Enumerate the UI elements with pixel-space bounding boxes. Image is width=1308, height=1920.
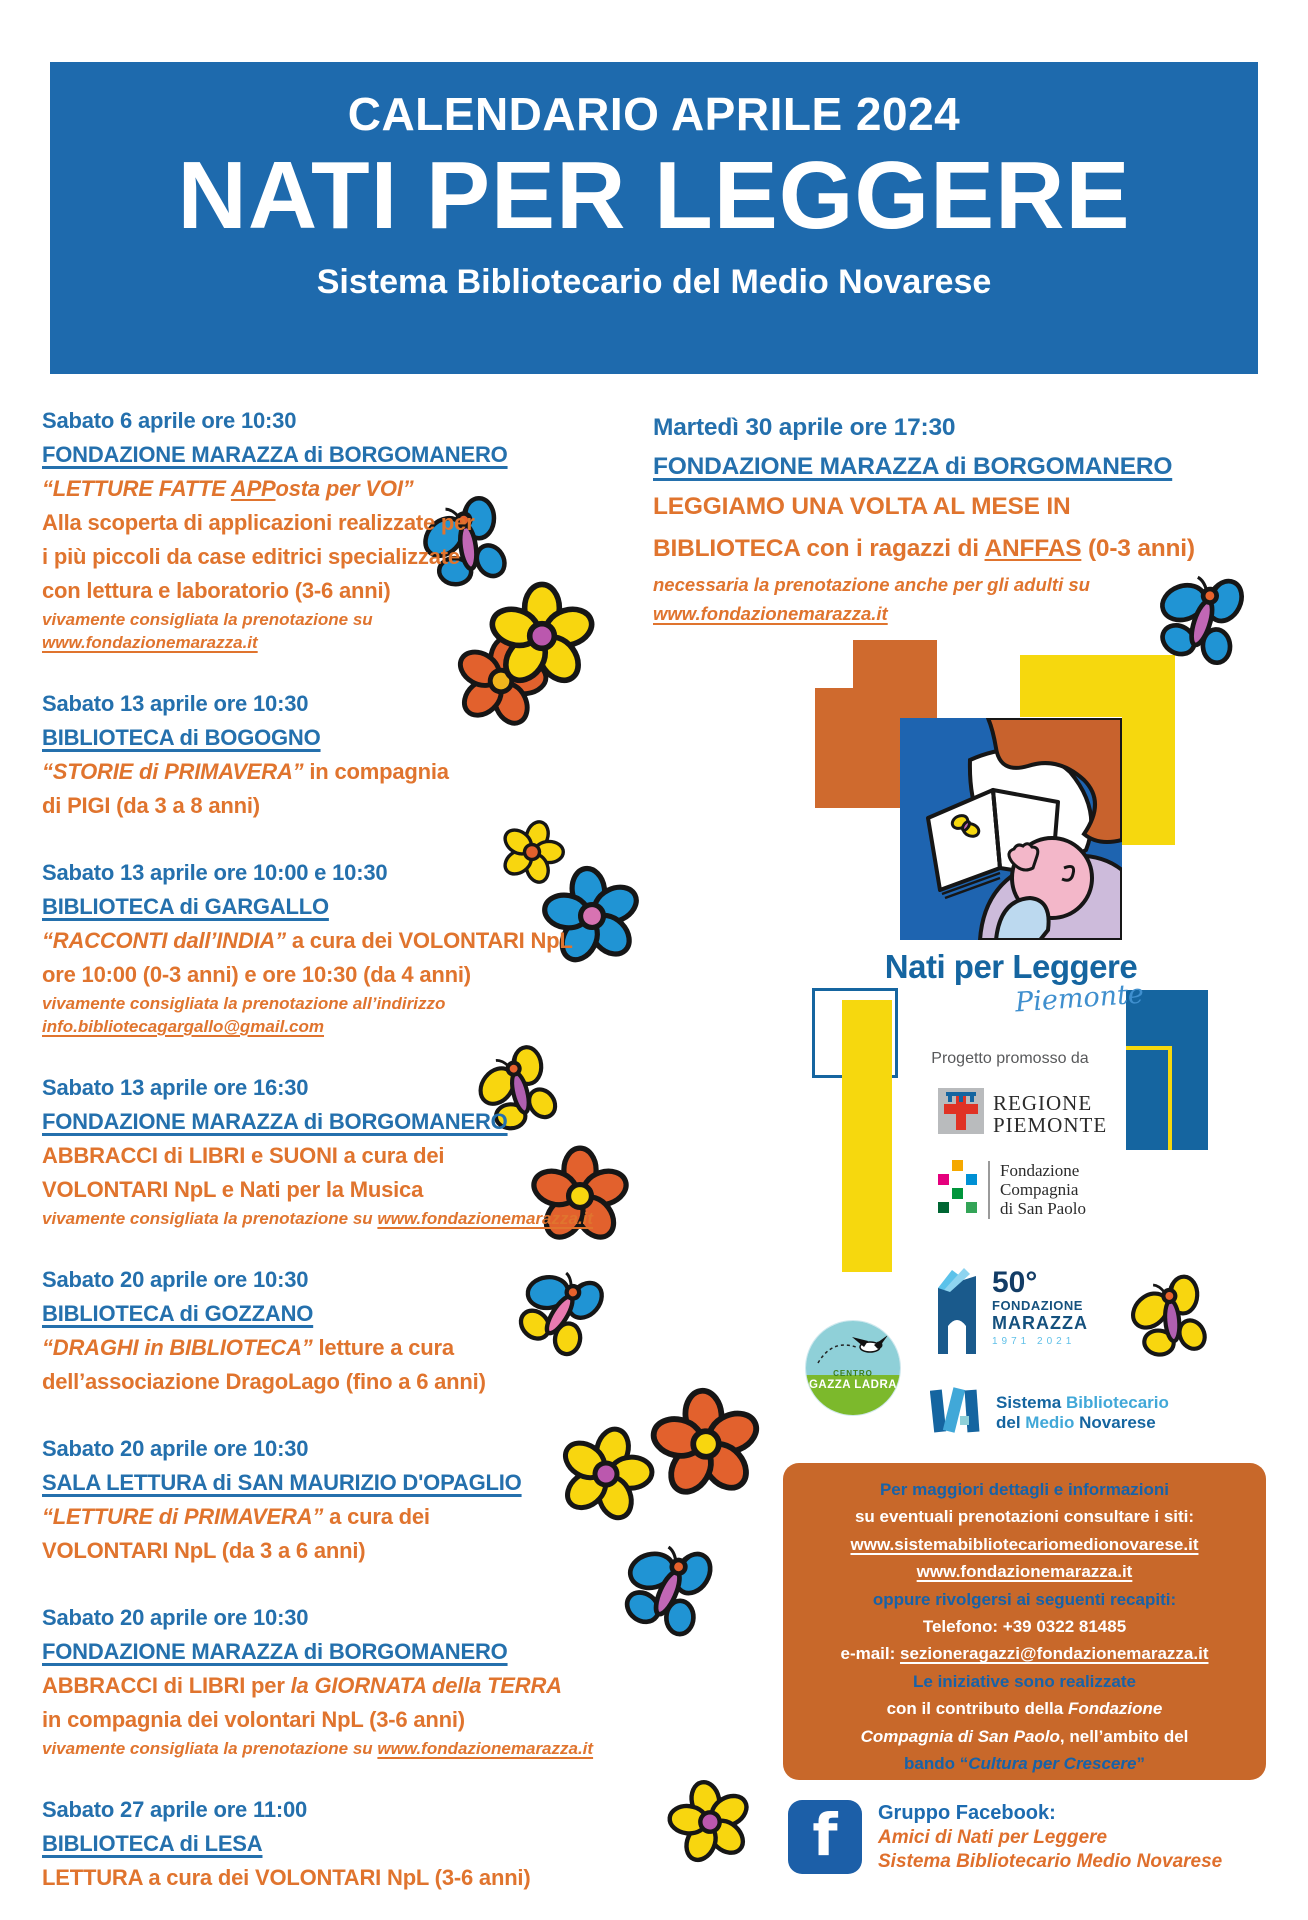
- info-line: [783, 1476, 1266, 1503]
- text-segment: “STORIE di PRIMAVERA”: [42, 759, 304, 784]
- event-description-line: [42, 1534, 652, 1568]
- facebook-group-line: Sistema Bibliotecario Medio Novarese: [878, 1851, 1223, 1872]
- text-segment: in compagnia dei volontari NpL (3-6 anni): [42, 1707, 465, 1732]
- sbn-books-icon: [930, 1386, 986, 1439]
- promoted-by-label: Progetto promosso da: [931, 1050, 1089, 1067]
- event-venue: FONDAZIONE MARAZZA di BORGOMANERO: [653, 453, 1173, 480]
- text-segment: vivamente consigliata la prenotazione su: [42, 1739, 378, 1758]
- link-text: sezioneragazzi@fondazionemarazza.it: [900, 1644, 1209, 1664]
- event-date: Sabato 13 aprile ore 16:30: [42, 1075, 309, 1100]
- events-column-left: [42, 404, 652, 1920]
- text-segment: VOLONTARI NpL (da 3 a 6 anni): [42, 1538, 366, 1563]
- poster-title: NATI PER LEGGERE: [177, 142, 1131, 249]
- link-text: www.fondazionemarazza.it: [377, 1209, 594, 1228]
- text-segment: e-mail:: [840, 1644, 901, 1664]
- event-block: [42, 1793, 652, 1895]
- event-date: Sabato 27 aprile ore 11:00: [42, 1797, 308, 1822]
- event-date: Sabato 6 aprile ore 10:30: [42, 408, 297, 433]
- event-note-line: [42, 1737, 652, 1760]
- butterfly-icon: [1116, 1264, 1229, 1377]
- sanpaolo-pixels-icon: [938, 1158, 978, 1221]
- event-date: Sabato 20 aprile ore 10:30: [42, 1605, 309, 1630]
- decor-yellow-bar: [842, 1000, 892, 1272]
- info-line: [783, 1695, 1266, 1722]
- marazza-line: MARAZZA: [992, 1313, 1088, 1333]
- event-description-line: [42, 1500, 652, 1534]
- calendar-kicker: CALENDARIO APRILE 2024: [347, 88, 961, 140]
- text-segment: vivamente consigliata la prenotazione su: [42, 1209, 378, 1228]
- text-segment: vivamente consigliata la prenotazione all’indirizzo: [42, 994, 446, 1013]
- event-description-line: [42, 506, 652, 540]
- text-segment: Medio: [1025, 1412, 1080, 1432]
- flower-icon: [643, 1381, 769, 1507]
- event-description-line: [42, 1703, 652, 1737]
- text-segment: VOLONTARI NpL e Nati per la Musica: [42, 1177, 424, 1202]
- event-description-line: [42, 1139, 652, 1173]
- regione-piemonte-crest-icon: [938, 1088, 984, 1139]
- text-segment: a cura dei VOLONTARI NpL: [285, 928, 573, 953]
- event-description-line: [42, 1669, 652, 1703]
- reading-illustration: [900, 718, 1122, 940]
- event-venue: FONDAZIONE MARAZZA di BORGOMANERO: [42, 442, 508, 467]
- gazza-line2: GAZZA LADRA: [808, 1379, 898, 1391]
- text-segment: Telefono: +39 0322 81485: [922, 1617, 1127, 1637]
- decor-blue-rect: [1126, 990, 1208, 1150]
- event-description-line: [42, 755, 652, 789]
- text-segment: del: [996, 1412, 1026, 1432]
- text-segment: ABBRACCI di LIBRI per: [42, 1673, 291, 1698]
- event-note-line: [653, 599, 1278, 628]
- sistema-bibliotecario-logo: [930, 1386, 1169, 1439]
- divider: [988, 1161, 990, 1219]
- info-line: [783, 1668, 1266, 1695]
- event-venue: BIBLIOTECA di BOGOGNO: [42, 725, 321, 750]
- event-block: [42, 404, 652, 654]
- event-block: [42, 1601, 652, 1760]
- magpie-icon: [812, 1325, 894, 1371]
- event-description-line: [42, 1861, 652, 1895]
- text-segment: ABBRACCI di LIBRI e SUONI a cura dei: [42, 1143, 445, 1168]
- event-date: Sabato 20 aprile ore 10:30: [42, 1267, 309, 1292]
- facebook-section: [788, 1800, 1222, 1874]
- marazza-text: [992, 1268, 1088, 1349]
- text-segment: osta per VOI”: [275, 476, 414, 501]
- decor-orange-rect: [853, 640, 937, 695]
- event-venue: BIBLIOTECA di GOZZANO: [42, 1301, 314, 1326]
- text-segment: Alla scoperta di applicazioni realizzate per: [42, 510, 475, 535]
- link-text: www.fondazionemarazza.it: [653, 603, 888, 624]
- sanpaolo-logo: [938, 1158, 1086, 1221]
- event-venue: FONDAZIONE MARAZZA di BORGOMANERO: [42, 1109, 508, 1134]
- event-venue: BIBLIOTECA di GARGALLO: [42, 894, 329, 919]
- event-block: [653, 408, 1278, 628]
- link-text: www.fondazionemarazza.it: [377, 1739, 594, 1758]
- link-text: www.fondazionemarazza.it: [42, 633, 258, 652]
- flower-icon: [658, 1770, 762, 1874]
- event-block: [42, 687, 652, 823]
- event-description-line: [653, 528, 1278, 570]
- marazza-line: FONDAZIONE: [992, 1298, 1083, 1313]
- facebook-heading: Gruppo Facebook:: [878, 1802, 1056, 1824]
- event-description-line: [42, 540, 652, 574]
- info-box: [783, 1463, 1266, 1780]
- marazza-years: 1971 2021: [992, 1336, 1076, 1347]
- poster-subtitle: Sistema Bibliotecario del Medio Novarese: [316, 263, 992, 301]
- text-segment: , nell’ambito del: [1059, 1726, 1189, 1746]
- event-date: Sabato 13 aprile ore 10:00 e 10:30: [42, 860, 388, 885]
- sbn-line: [996, 1413, 1169, 1433]
- sbn-line: [996, 1393, 1169, 1413]
- info-line: [783, 1613, 1266, 1640]
- text-segment: con il contributo della: [886, 1699, 1068, 1719]
- marazza-anniversary: 50°: [992, 1266, 1038, 1299]
- text-segment: vivamente consigliata la prenotazione su: [42, 610, 373, 629]
- gazza-ladra-logo: [805, 1320, 901, 1416]
- text-segment: dell’associazione DragoLago (fino a 6 anni): [42, 1369, 486, 1394]
- facebook-text: [878, 1800, 1222, 1874]
- marazza-book-icon: [930, 1268, 982, 1363]
- info-line: [783, 1750, 1266, 1777]
- text-segment: Bibliotecario: [1065, 1392, 1169, 1412]
- link-text: www.sistemabibliotecariomedionovarese.it: [850, 1534, 1199, 1554]
- info-line: [783, 1531, 1266, 1558]
- event-description-line: [42, 1173, 652, 1207]
- text-segment: di PIGI (da 3 a 8 anni): [42, 793, 260, 818]
- event-description-line: [653, 486, 1278, 528]
- event-note-line: [42, 631, 652, 654]
- sanpaolo-text: [1000, 1161, 1086, 1218]
- event-description-line: [42, 789, 652, 823]
- info-line: [783, 1503, 1266, 1530]
- event-block: [42, 1432, 652, 1568]
- event-description-line: [42, 1331, 652, 1365]
- events-column-right: [653, 408, 1278, 628]
- event-note-line: [42, 608, 652, 631]
- event-description-line: [42, 472, 652, 506]
- text-segment: Per maggiori dettagli e informazioni: [879, 1480, 1170, 1499]
- regione-piemonte-logo: [938, 1088, 1107, 1139]
- npl-wordmark: Nati per Leggere: [884, 948, 1138, 985]
- facebook-group-line: Amici di Nati per Leggere: [878, 1827, 1108, 1848]
- fondazione-marazza-logo: [930, 1268, 1088, 1363]
- text-segment: ”: [1136, 1754, 1145, 1774]
- sanpaolo-line: Fondazione: [1000, 1161, 1080, 1180]
- sanpaolo-line: Compagnia: [1000, 1180, 1079, 1199]
- decor-yellow-line: [1168, 1046, 1172, 1150]
- event-block: [42, 1263, 652, 1399]
- event-date: Sabato 20 aprile ore 10:30: [42, 1436, 309, 1461]
- text-segment: BIBLIOTECA con i ragazzi di: [653, 535, 985, 562]
- text-segment: ore 10:00 (0-3 anni) e ore 10:30 (da 4 anni): [42, 962, 471, 987]
- text-segment: LETTURA a cura dei VOLONTARI NpL (3-6 anni): [42, 1865, 531, 1890]
- link-text: ANFFAS: [984, 535, 1082, 562]
- text-segment: Novarese: [1079, 1412, 1156, 1432]
- event-description-line: [42, 924, 652, 958]
- event-venue: SALA LETTURA di SAN MAURIZIO D'OPAGLIO: [42, 1470, 522, 1495]
- text-segment: “RACCONTI dall’INDIA”: [42, 928, 286, 953]
- sbn-text: [996, 1393, 1169, 1433]
- gazza-line1: CENTRO: [833, 1369, 873, 1378]
- text-segment: su eventuali prenotazioni consultare i siti:: [854, 1507, 1195, 1527]
- event-date: Sabato 13 aprile ore 10:30: [42, 691, 309, 716]
- text-segment: Le iniziative sono realizzate: [913, 1671, 1136, 1691]
- event-venue: BIBLIOTECA di LESA: [42, 1831, 263, 1856]
- text-segment: a cura dei: [323, 1504, 430, 1529]
- event-venue: FONDAZIONE MARAZZA di BORGOMANERO: [42, 1639, 508, 1664]
- text-segment: bando “: [904, 1754, 969, 1774]
- event-description-line: [42, 574, 652, 608]
- decor-yellow-line: [1126, 1046, 1172, 1050]
- info-line: [783, 1723, 1266, 1750]
- regione-line: PIEMONTE: [993, 1112, 1108, 1137]
- text-segment: (0-3 anni): [1081, 535, 1195, 562]
- text-segment: Sistema: [996, 1392, 1066, 1412]
- event-note-line: [653, 570, 1278, 599]
- facebook-icon: f: [788, 1800, 862, 1874]
- text-segment: LEGGIAMO UNA VOLTA AL MESE IN: [653, 493, 1071, 520]
- text-segment: “DRAGHI in BIBLIOTECA”: [42, 1335, 313, 1360]
- event-block: [42, 1071, 652, 1230]
- event-date: Martedì 30 aprile ore 17:30: [653, 414, 956, 441]
- event-note-line: [42, 992, 652, 1015]
- sanpaolo-line: di San Paolo: [1000, 1199, 1086, 1218]
- regione-line: REGIONE: [993, 1090, 1093, 1115]
- text-segment: Cultura per Crescere: [968, 1754, 1137, 1774]
- text-segment: Fondazione: [1067, 1699, 1163, 1719]
- link-text: www.fondazionemarazza.it: [916, 1562, 1133, 1582]
- text-segment: “LETTURE di PRIMAVERA”: [42, 1504, 324, 1529]
- text-segment: Compagnia di San Paolo: [860, 1726, 1060, 1746]
- text-segment: “LETTURE FATTE: [42, 476, 231, 501]
- npl-region-script: Piemonte: [1014, 978, 1145, 1019]
- event-description-line: [42, 958, 652, 992]
- text-segment: necessaria la prenotazione anche per gli adulti su: [653, 574, 1090, 595]
- info-line: [783, 1586, 1266, 1613]
- event-note-line: [42, 1015, 652, 1038]
- text-segment: letture a cura: [312, 1335, 454, 1360]
- link-text: info.bibliotecagargallo@gmail.com: [42, 1017, 325, 1036]
- text-segment: con lettura e laboratorio (3-6 anni): [42, 578, 391, 603]
- info-line: [783, 1558, 1266, 1585]
- text-segment: i più piccoli da case editrici specializzate: [42, 544, 460, 569]
- event-note-line: [42, 1207, 652, 1230]
- decor-yellow-rect: [1122, 655, 1175, 845]
- info-line: [783, 1640, 1266, 1667]
- header-banner: [50, 62, 1258, 374]
- link-text: APP: [230, 476, 276, 501]
- event-description-line: [42, 1365, 652, 1399]
- text-segment: in compagnia: [303, 759, 449, 784]
- event-block: [42, 856, 652, 1038]
- text-segment: oppure rivolgersi ai seguenti recapiti:: [872, 1589, 1177, 1609]
- regione-piemonte-text: [993, 1092, 1107, 1136]
- text-segment: la GIORNATA della TERRA: [290, 1673, 562, 1698]
